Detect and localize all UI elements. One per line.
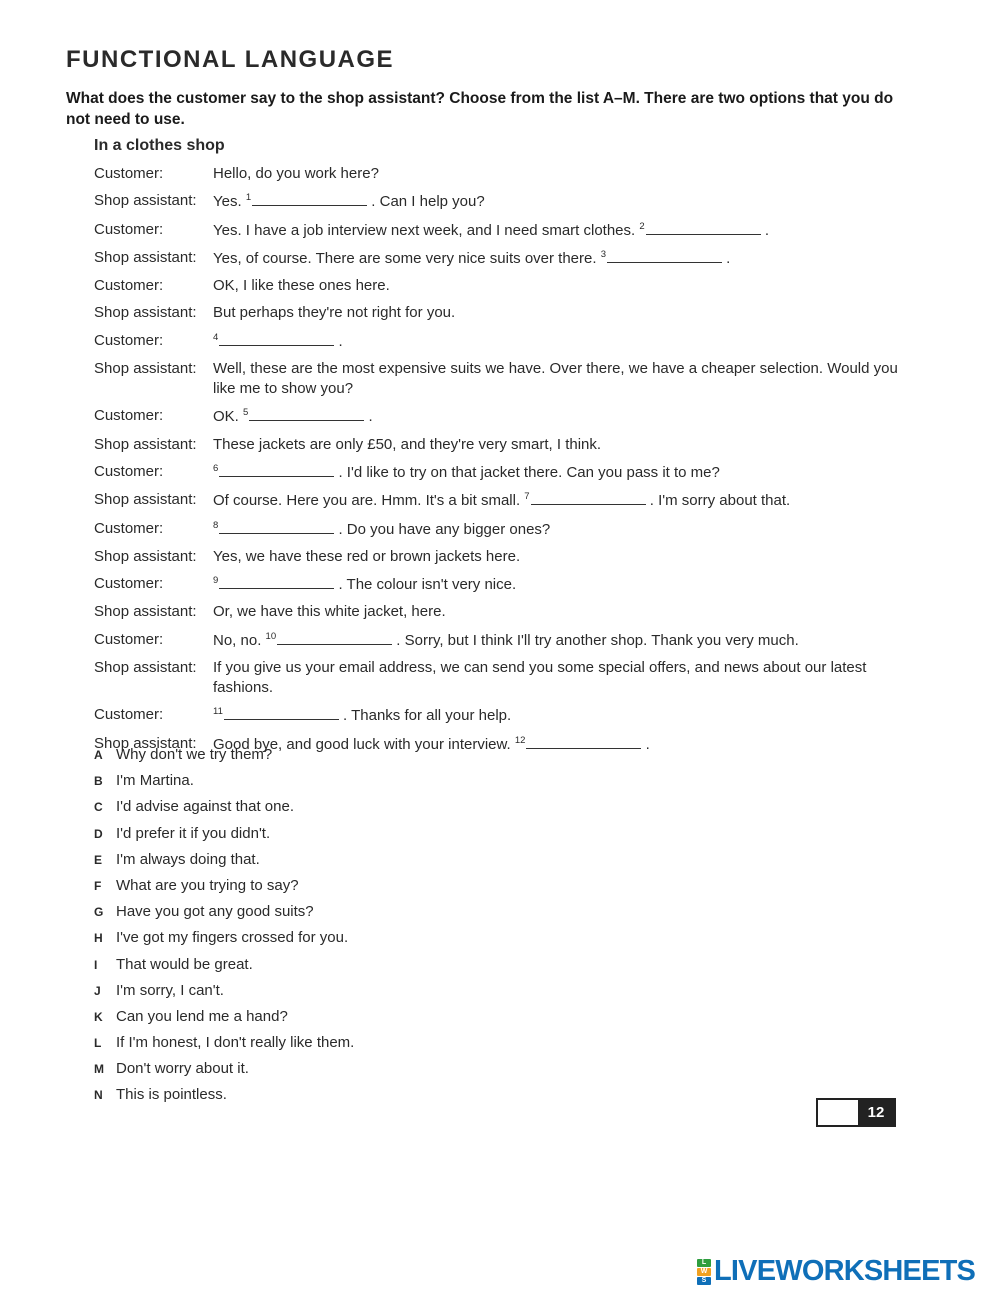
speaker-label: Customer: (94, 165, 164, 182)
dialogue-line (94, 574, 904, 595)
gap-number: 4 (213, 331, 219, 343)
answer-gap-1[interactable] (252, 191, 367, 206)
answer-gap-4[interactable] (219, 331, 334, 346)
speaker-label: Customer: (94, 407, 164, 425)
answer-gap-3[interactable] (607, 248, 722, 263)
option-letter: L (94, 1036, 102, 1051)
dialogue-text: $^6$ . I'd like to try on that jacket there. Can you pass it to me? (213, 462, 720, 481)
dialogue-text: These jackets are only £50, and they're very smart, I think. (213, 435, 602, 453)
dialogue-line (94, 359, 904, 399)
logo-icon-block: L (697, 1259, 711, 1267)
dialogue-text: Of course. Here you are. Hmm. It's a bit small. $^7$ . I'm sorry about that. (213, 491, 791, 510)
option-item (94, 1059, 354, 1079)
dialogue-text: Yes, of course. There are some very nice suits over there. $^3$ . (213, 248, 731, 267)
answer-gap-5[interactable] (249, 406, 364, 421)
gap-number: 5 (243, 407, 249, 419)
speaker-label: Shop assistant: (94, 248, 197, 266)
option-text: If I'm honest, I don't really like them. (116, 1034, 355, 1052)
dialogue-line (94, 303, 904, 323)
speaker-label: Customer: (94, 331, 164, 349)
answer-gap-9[interactable] (219, 574, 334, 589)
gap-number: 6 (213, 462, 219, 474)
dialogue-text: If you give us your email address, we can send you some special offers, and news about our latest fashions. (213, 659, 867, 697)
speaker-label: Customer: (94, 277, 164, 295)
speaker-label: Shop assistant: (94, 547, 197, 565)
speaker-label: Customer: (94, 519, 164, 537)
score-box (816, 1098, 896, 1127)
speaker-label: Customer: (94, 575, 164, 593)
dialogue-line (94, 220, 904, 241)
dialogue-line (94, 490, 904, 511)
gap-number: 12 (514, 734, 526, 746)
option-item (94, 771, 354, 791)
logo-text: LIVEWORKSHEETS (714, 1255, 976, 1287)
dialogue-line (94, 248, 904, 269)
option-item (94, 955, 354, 975)
score-total: 12 (858, 1100, 894, 1125)
dialogue-text: But perhaps they're not right for you. (213, 304, 456, 322)
option-text: I'm sorry, I can't. (116, 981, 224, 999)
option-item (94, 1085, 354, 1105)
speaker-label: Shop assistant: (94, 435, 197, 453)
answer-gap-8[interactable] (219, 519, 334, 534)
option-letter: G (94, 905, 104, 920)
liveworksheets-icon (697, 1258, 711, 1285)
option-item (94, 824, 354, 844)
score-input-box[interactable] (818, 1100, 858, 1125)
answer-gap-12[interactable] (526, 734, 641, 749)
gap-number: 8 (213, 519, 219, 531)
gap-number: 7 (524, 491, 530, 503)
speaker-label: Customer: (94, 706, 164, 724)
dialogue-line (94, 547, 904, 567)
option-letter: H (94, 931, 103, 946)
speaker-label: Shop assistant: (94, 360, 197, 378)
gap-number: 10 (265, 630, 277, 642)
speaker-label: Shop assistant: (94, 734, 197, 752)
dialogue-text: $^9$ . The colour isn't very nice. (213, 575, 517, 594)
option-item (94, 1033, 354, 1053)
option-letter: D (94, 826, 103, 841)
gap-number: 9 (213, 575, 219, 587)
gap-number: 2 (639, 220, 645, 232)
option-item (94, 850, 354, 870)
gap-number: 1 (245, 192, 252, 204)
speaker-label: Customer: (94, 462, 164, 480)
option-item (94, 981, 354, 1001)
answer-gap-11[interactable] (224, 705, 339, 720)
option-letter: B (94, 774, 103, 789)
option-text: Don't worry about it. (116, 1060, 249, 1078)
option-letter: F (94, 878, 102, 893)
dialogue-text: Or, we have this white jacket, here. (213, 603, 446, 621)
option-letter: N (94, 1088, 103, 1103)
option-text: Can you lend me a hand? (116, 1007, 288, 1025)
option-item (94, 1007, 354, 1027)
logo-icon-block: S (697, 1277, 711, 1285)
gap-number: 3 (600, 248, 606, 260)
option-text: Have you got any good suits? (116, 903, 314, 921)
dialogue-line (94, 602, 904, 622)
option-text: This is pointless. (116, 1086, 227, 1104)
page-title: FUNCTIONAL LANGUAGE (66, 46, 395, 73)
speaker-label: Shop assistant: (94, 192, 197, 210)
logo-icon-block: W (697, 1268, 711, 1276)
option-text: What are you trying to say? (116, 876, 299, 894)
answer-gap-7[interactable] (531, 490, 646, 505)
option-text: Why don't we try them? (116, 746, 273, 763)
dialogue-line (94, 630, 904, 651)
dialogue-line (94, 519, 904, 540)
dialogue-text: Yes. $^1$ . Can I help you? (213, 192, 485, 211)
dialogue-text: Hello, do you work here? (213, 165, 379, 182)
dialogue (94, 164, 904, 762)
instructions: What does the customer say to the shop assistant? Choose from the list A–M. There are two options that you do not need to use. (66, 90, 894, 128)
speaker-label: Shop assistant: (94, 304, 197, 322)
liveworksheets-logo (697, 1255, 975, 1288)
option-text: I'd advise against that one. (116, 798, 294, 816)
option-text: I've got my fingers crossed for you. (116, 929, 349, 947)
speaker-label: Shop assistant: (94, 603, 197, 621)
dialogue-text: Yes. I have a job interview next week, and I need smart clothes. $^2$ . (213, 220, 769, 239)
option-letter: C (94, 800, 103, 815)
dialogue-text: Yes, we have these red or brown jackets here. (213, 547, 521, 565)
dialogue-line (94, 331, 904, 352)
answer-gap-10[interactable] (277, 630, 392, 645)
speaker-label: Customer: (94, 220, 164, 238)
option-item (94, 876, 354, 896)
dialogue-text: Good bye, and good luck with your interview. $^{12}$ . (213, 734, 650, 753)
option-letter: A (94, 748, 103, 762)
dialogue-text: $^8$ . Do you have any bigger ones? (213, 519, 551, 538)
dialogue-line (94, 406, 904, 427)
dialogue-text: No, no. $^{10}$ . Sorry, but I think I'll try another shop. Thank you very much. (213, 630, 799, 649)
option-letter: E (94, 852, 103, 867)
option-text: I'm Martina. (116, 772, 194, 790)
dialogue-line (94, 164, 904, 184)
option-letter: J (94, 983, 101, 998)
option-letter: M (94, 1062, 104, 1077)
dialogue-line (94, 462, 904, 483)
option-item (94, 745, 354, 765)
answer-gap-2[interactable] (646, 220, 761, 235)
dialogue-line (94, 191, 904, 212)
speaker-label: Shop assistant: (94, 491, 197, 509)
dialogue-text: $^{11}$ . Thanks for all your help. (213, 706, 512, 725)
dialogue-text: OK, I like these ones here. (213, 277, 390, 295)
option-letter: I (94, 957, 98, 972)
option-text: That would be great. (116, 955, 253, 973)
dialogue-text: OK. $^5$ . (213, 407, 373, 426)
option-letter: K (94, 1009, 103, 1024)
dialogue-text: Well, these are the most expensive suits we have. Over there, we have a cheaper selection. Would you like me to show you? (213, 360, 898, 398)
answer-gap-6[interactable] (219, 462, 334, 477)
options-list (94, 745, 354, 1112)
section-subtitle: In a clothes shop (94, 137, 225, 154)
dialogue-line (94, 658, 904, 698)
option-text: I'm always doing that. (116, 850, 260, 868)
speaker-label: Customer: (94, 630, 164, 648)
dialogue-line (94, 705, 904, 726)
option-item (94, 902, 354, 922)
dialogue-line (94, 276, 904, 296)
option-text: I'd prefer it if you didn't. (116, 824, 271, 842)
gap-number: 11 (213, 706, 223, 718)
option-item (94, 797, 354, 817)
speaker-label: Shop assistant: (94, 659, 197, 677)
option-item (94, 928, 354, 948)
dialogue-text: $^4$ . (213, 331, 343, 350)
dialogue-line (94, 435, 904, 455)
